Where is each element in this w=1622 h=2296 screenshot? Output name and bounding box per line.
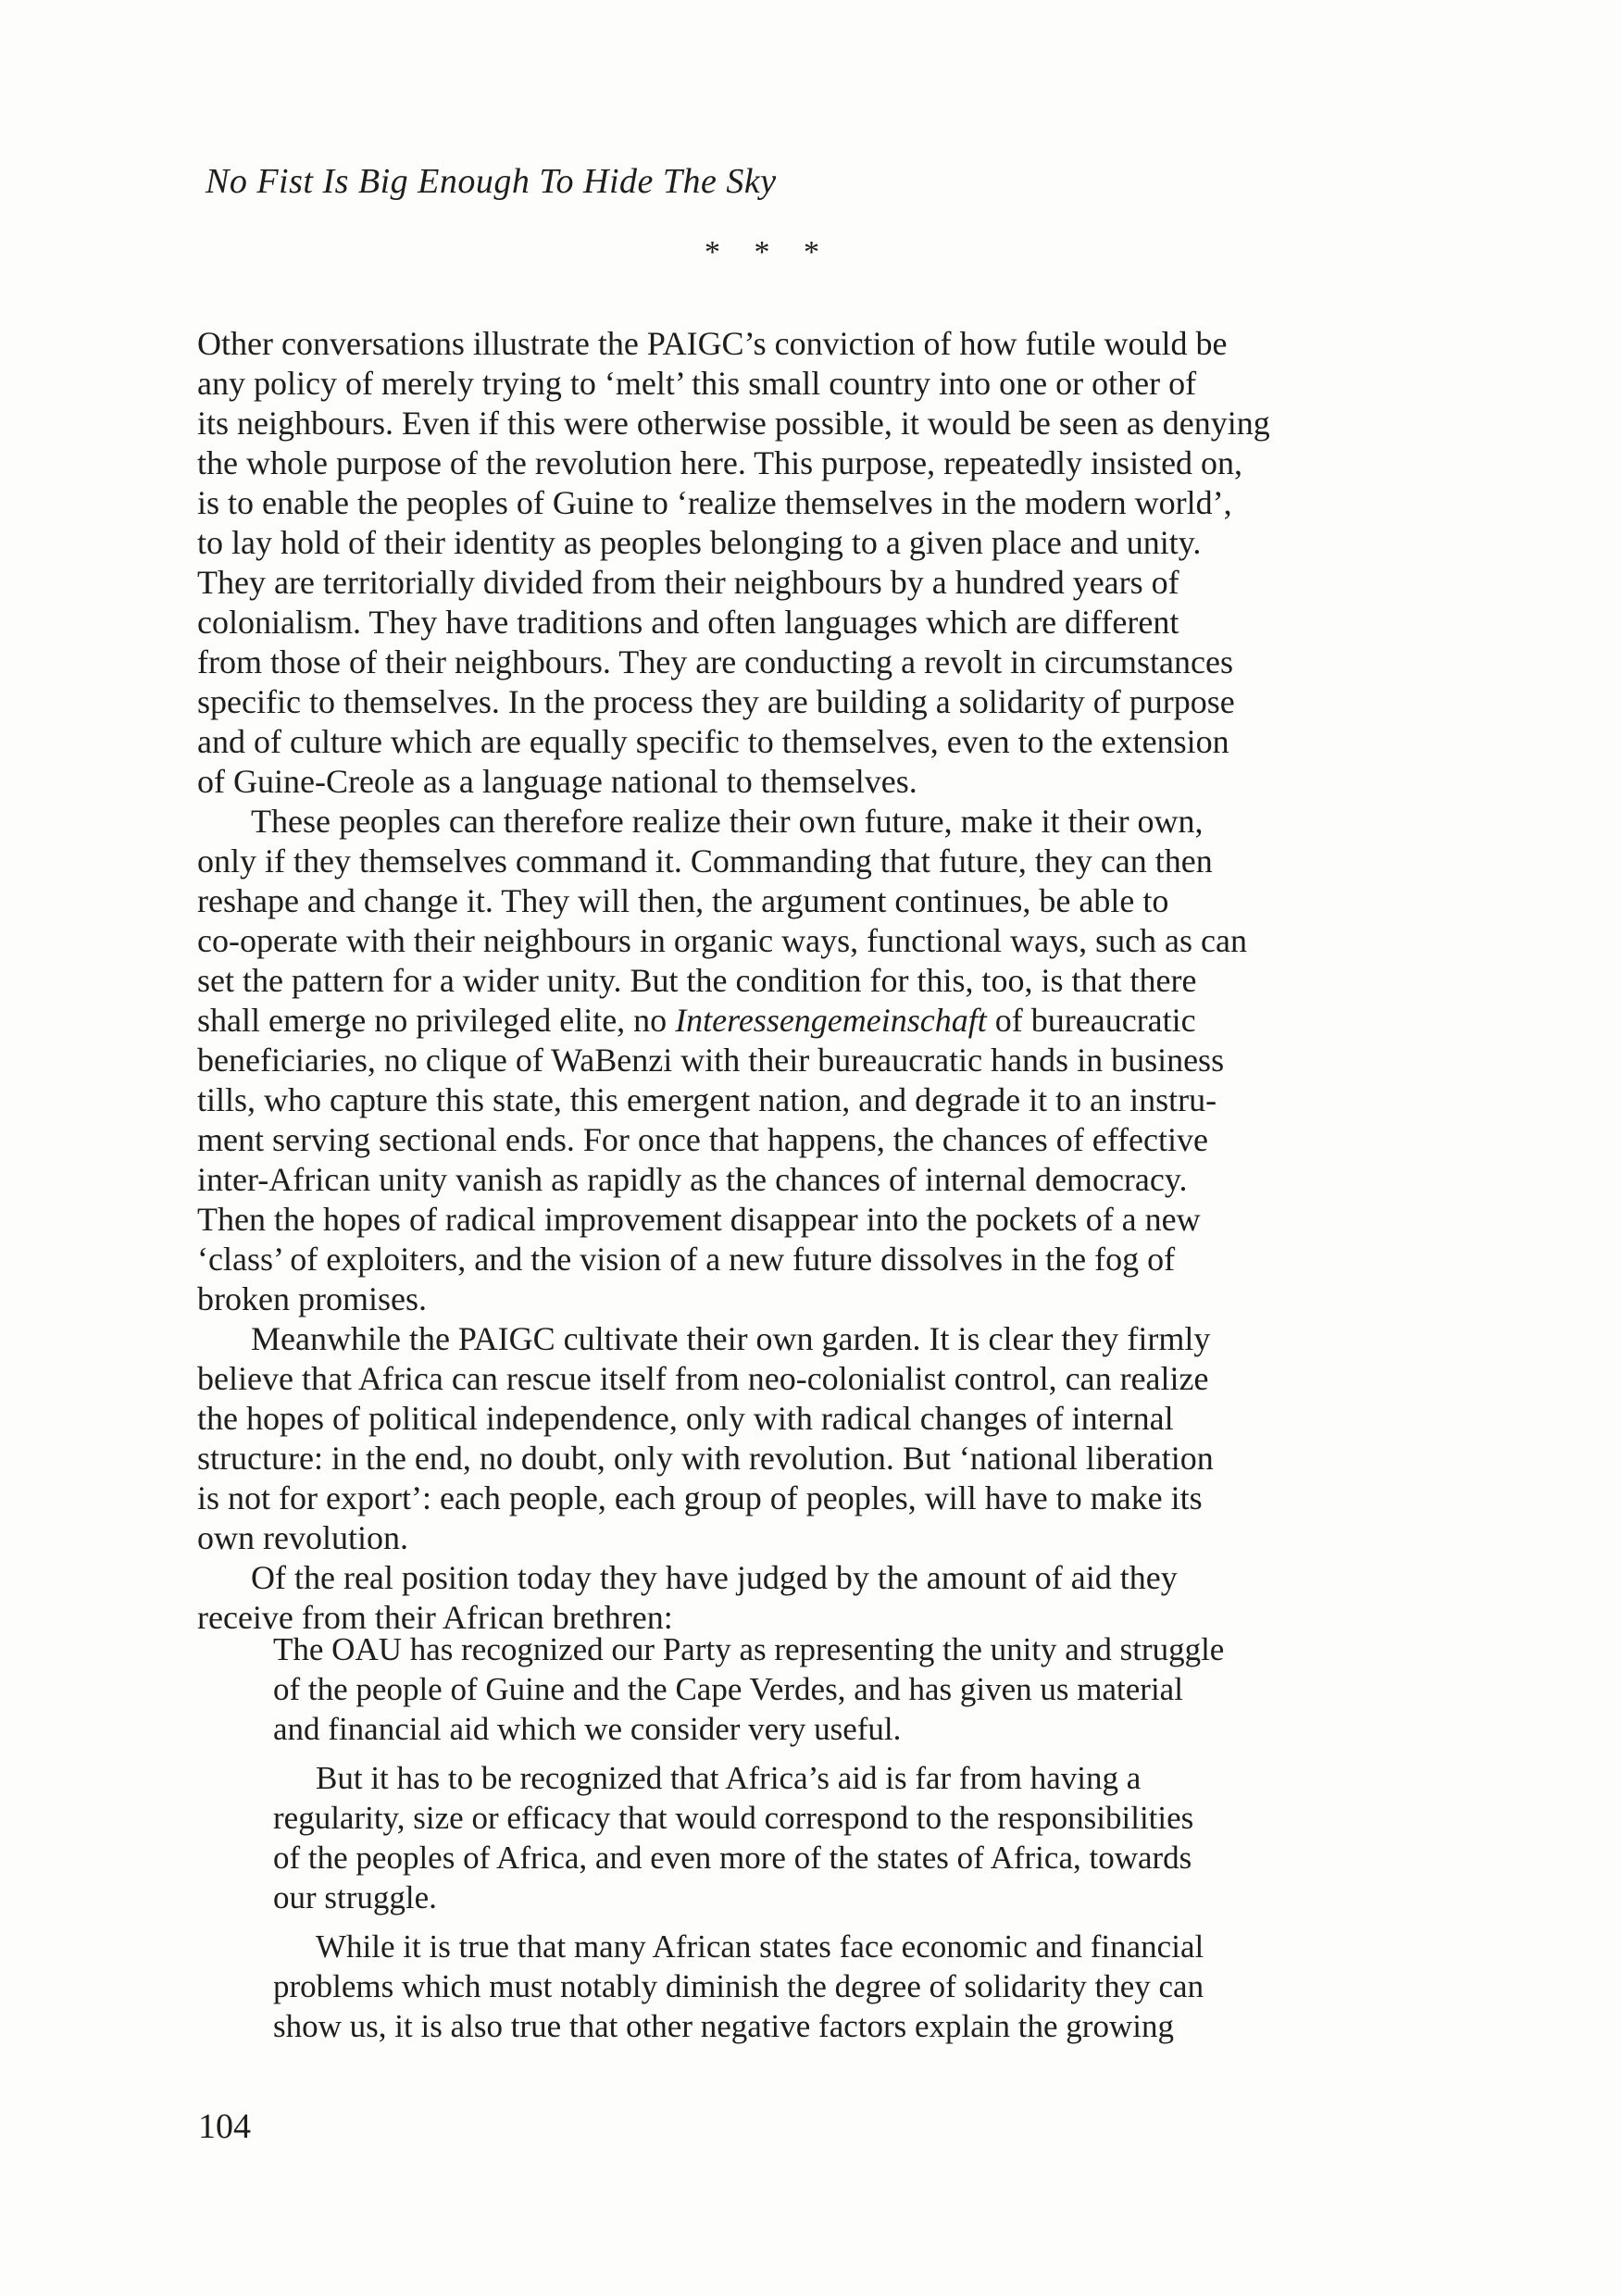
running-head: No Fist Is Big Enough To Hide The Sky [206, 162, 777, 201]
text-line-with-italic [197, 1001, 1345, 1041]
text-line: of Guine-Creole as a language national to themselves. [197, 763, 917, 800]
text-line: regularity, size or efficacy that would correspond to the responsibilities [273, 1800, 1194, 1836]
section-break-asterisks: * * * [705, 235, 832, 269]
text-line: own revolution. [197, 1519, 408, 1556]
quote-paragraph-1 [273, 1629, 1338, 1749]
paragraph-4 [197, 1558, 1345, 1638]
text-line: tills, who capture this state, this emergent nation, and degrade it to an instru- [197, 1081, 1217, 1118]
text-line: These peoples can therefore realize their own future, make it their own, [251, 803, 1204, 840]
text-line: co-operate with their neighbours in organic ways, functional ways, such as can [197, 922, 1247, 959]
text-line: ment serving sectional ends. For once that happens, the chances of effective [197, 1121, 1208, 1158]
body-text [197, 324, 1345, 1638]
text-line: any policy of merely trying to ‘melt’ this small country into one or other of [197, 365, 1197, 402]
text-line: its neighbours. Even if this were otherwise possible, it would be seen as denying [197, 405, 1270, 442]
text-line: But it has to be recognized that Africa’s aid is far from having a [316, 1760, 1142, 1796]
text-line: receive from their African brethren: [197, 1599, 673, 1636]
text-line: Of the real position today they have judged by the amount of aid they [251, 1559, 1178, 1596]
text-line: show us, it is also true that other negative factors explain the growing [273, 2008, 1174, 2044]
text-line: believe that Africa can rescue itself from neo-colonialist control, can realize [197, 1360, 1209, 1397]
text-line: structure: in the end, no doubt, only with revolution. But ‘national liberation [197, 1440, 1214, 1477]
spacer [273, 1749, 1338, 1758]
text-line: set the pattern for a wider unity. But the condition for this, too, is that there [197, 962, 1197, 999]
text-run: of bureaucratic [986, 1002, 1196, 1039]
text-line: the whole purpose of the revolution here. This purpose, repeatedly insisted on, [197, 444, 1243, 481]
text-line: from those of their neighbours. They are conducting a revolt in circumstances [197, 643, 1233, 680]
text-line: They are territorially divided from their neighbours by a hundred years of [197, 564, 1179, 601]
text-line: the hopes of political independence, only with radical changes of internal [197, 1400, 1174, 1437]
quote-paragraph-2 [273, 1758, 1338, 1917]
paragraph-2 [197, 802, 1345, 1319]
paragraph-1 [197, 324, 1345, 802]
page-number: 104 [198, 2107, 251, 2146]
text-line: Meanwhile the PAIGC cultivate their own garden. It is clear they firmly [251, 1320, 1211, 1357]
text-line: inter-African unity vanish as rapidly as the chances of internal democracy. [197, 1161, 1188, 1198]
text-line: and of culture which are equally specific to themselves, even to the extension [197, 723, 1229, 760]
quote-paragraph-3 [273, 1927, 1338, 2046]
text-line: The OAU has recognized our Party as representing the unity and struggle [273, 1631, 1225, 1667]
text-line: broken promises. [197, 1280, 427, 1317]
text-run: shall emerge no privileged elite, no [197, 1002, 676, 1039]
italic-term: Interessengemeinschaft [675, 1002, 987, 1039]
text-line: of the peoples of Africa, and even more of the states of Africa, towards [273, 1840, 1192, 1876]
text-line: While it is true that many African states face economic and financial [316, 1928, 1204, 1965]
text-line: is not for export’: each people, each group of peoples, will have to make its [197, 1479, 1203, 1516]
text-line: Then the hopes of radical improvement disappear into the pockets of a new [197, 1201, 1201, 1238]
text-line: to lay hold of their identity as peoples belonging to a given place and unity. [197, 524, 1202, 561]
text-line: and financial aid which we consider very useful. [273, 1711, 902, 1747]
text-line: ‘class’ of exploiters, and the vision of a new future dissolves in the fog of [197, 1241, 1176, 1278]
spacer [273, 1917, 1338, 1927]
text-line: colonialism. They have traditions and often languages which are different [197, 604, 1179, 641]
text-line: reshape and change it. They will then, the argument continues, be able to [197, 882, 1169, 919]
block-quotation [273, 1629, 1338, 2046]
text-line: is to enable the peoples of Guine to ‘realize themselves in the modern world’, [197, 484, 1232, 521]
text-line: problems which must notably diminish the degree of solidarity they can [273, 1968, 1204, 2004]
paragraph-3 [197, 1319, 1345, 1558]
text-line: beneficiaries, no clique of WaBenzi with their bureaucratic hands in business [197, 1042, 1225, 1079]
text-line: only if they themselves command it. Commanding that future, they can then [197, 842, 1213, 880]
text-line: specific to themselves. In the process they are building a solidarity of purpose [197, 683, 1235, 720]
text-line: Other conversations illustrate the PAIGC’s conviction of how futile would be [197, 325, 1228, 362]
text-line: our struggle. [273, 1879, 437, 1915]
text-line: of the people of Guine and the Cape Verdes, and has given us material [273, 1671, 1183, 1707]
